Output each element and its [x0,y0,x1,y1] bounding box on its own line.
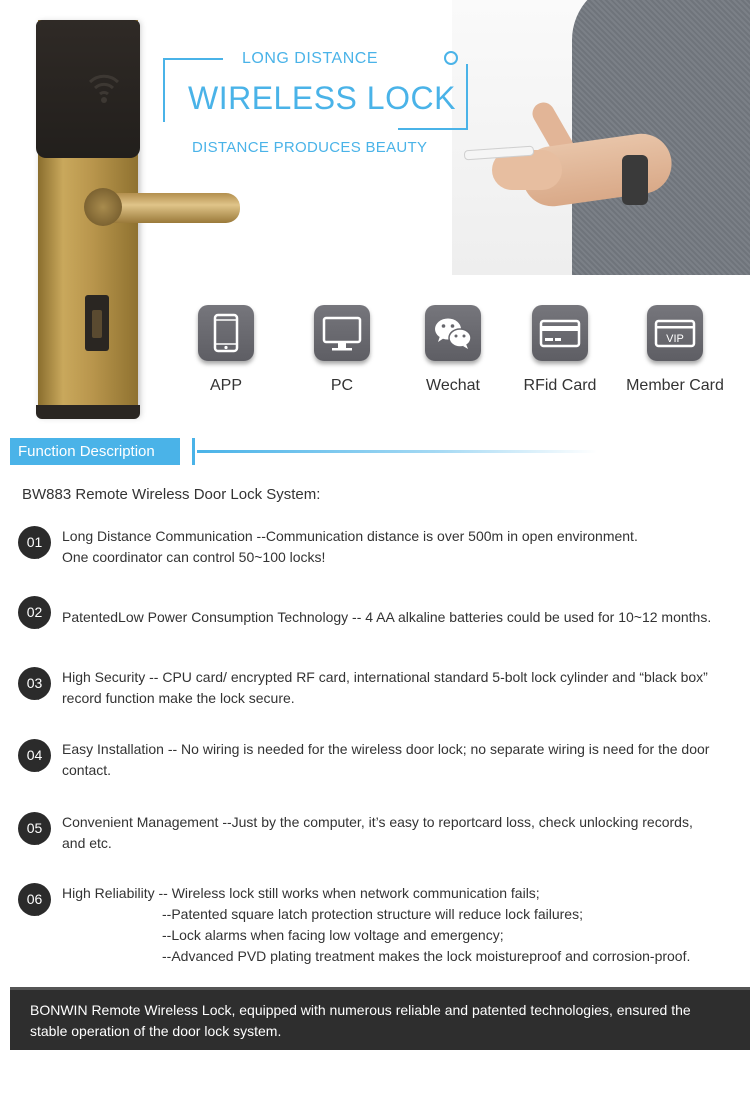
number-badge: 06 [18,883,51,916]
vip-card-icon [647,305,703,361]
monitor-icon [314,305,370,361]
section-title-function-description: Function Description [10,438,180,465]
number-badge: 03 [18,667,51,700]
intro-text: BW883 Remote Wireless Door Lock System: [22,486,321,503]
number-badge: 01 [18,526,51,559]
access-method-pc: PC [287,305,397,395]
card-icon [532,305,588,361]
number-badge: 02 [18,596,51,629]
footer-text: BONWIN Remote Wireless Lock, equipped with numerous reliable and patented technologies, ensured the stable operation of the door lock system. [30,1002,691,1039]
access-method-member-card: VIP Member Card [620,305,730,395]
section-divider [197,450,597,453]
access-method-app: APP [171,305,281,395]
access-method-rfid-card: RFid Card [505,305,615,395]
number-badge: 04 [18,739,51,772]
phone-icon [198,305,254,361]
hero-banner [0,0,750,435]
hand-with-phone-photo [452,0,750,275]
hero-kicker: LONG DISTANCE [242,50,378,67]
hero-title: WIRELESS LOCK [188,80,456,116]
wechat-icon [425,305,481,361]
svg-text:VIP: VIP [666,333,684,345]
wireless-signal-icon [84,66,124,112]
access-method-wechat: Wechat [398,305,508,395]
number-badge: 05 [18,812,51,845]
hero-tagline: DISTANCE PRODUCES BEAUTY [192,139,428,156]
circle-decoration-icon [444,51,458,65]
